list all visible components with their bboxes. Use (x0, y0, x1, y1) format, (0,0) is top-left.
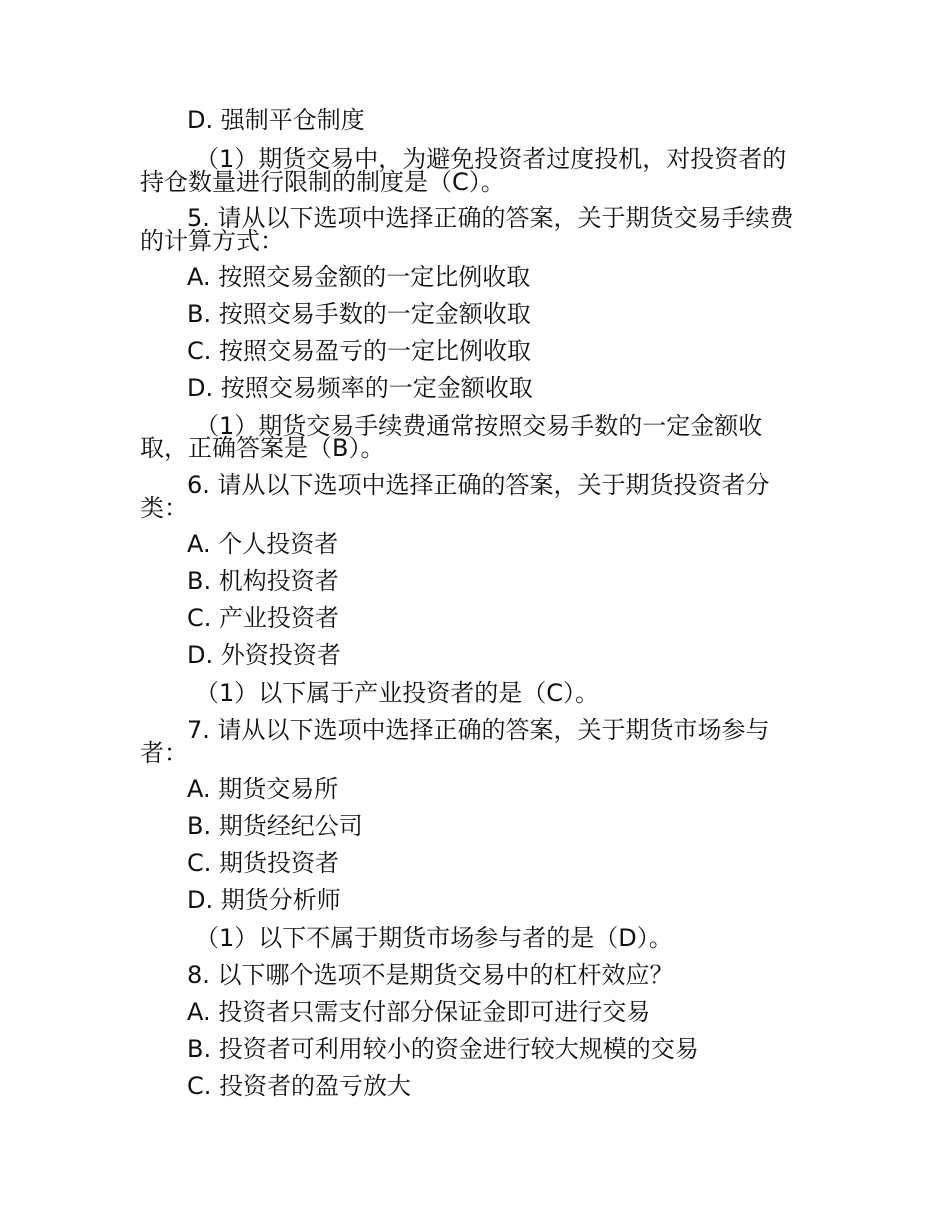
q5-question: 5. 请从以下选项中选择正确的答案，关于期货交易手续费 (187, 204, 794, 232)
q6-question-cont: 类： (140, 494, 188, 522)
q4-sub1-text-cont: 持仓数量进行限制的制度是（C）。 (140, 168, 505, 196)
q5-option-a: A. 按照交易金额的一定比例收取 (187, 263, 531, 291)
q7-question: 7. 请从以下选项中选择正确的答案，关于期货市场参与 (187, 716, 770, 744)
q5-option-c: C. 按照交易盈亏的一定比例收取 (187, 337, 532, 365)
q8-option-b: B. 投资者可利用较小的资金进行较大规模的交易 (187, 1035, 699, 1063)
q7-question-cont: 者： (140, 739, 188, 767)
q6-option-c: C. 产业投资者 (187, 604, 340, 632)
q6-sub1-text: （1）以下属于产业投资者的是（C）。 (195, 679, 600, 707)
q5-option-d: D. 按照交易频率的一定金额收取 (187, 374, 533, 402)
q6-option-b: B. 机构投资者 (187, 567, 339, 595)
q6-option-a: A. 个人投资者 (187, 530, 339, 558)
q5-sub1-text: （1）期货交易手续费通常按照交易手数的一定金额收 (195, 412, 763, 440)
q4-sub1-text: （1）期货交易中，为避免投资者过度投机，对投资者的 (195, 145, 787, 173)
q8-option-c: C. 投资者的盈亏放大 (187, 1072, 412, 1100)
q5-sub1-text-cont: 取，正确答案是（B）。 (140, 434, 385, 462)
q4-option-d: D. 强制平仓制度 (187, 106, 365, 134)
q5-option-b: B. 按照交易手数的一定金额收取 (187, 300, 531, 328)
q7-option-d: D. 期货分析师 (187, 886, 341, 914)
q7-option-c: C. 期货投资者 (187, 849, 340, 877)
q8-question: 8. 以下哪个选项不是期货交易中的杠杆效应？ (187, 961, 674, 989)
q7-sub1-text: （1）以下不属于期货市场参与者的是（D）。 (195, 924, 673, 952)
q8-option-a: A. 投资者只需支付部分保证金即可进行交易 (187, 998, 651, 1026)
q7-option-a: A. 期货交易所 (187, 775, 339, 803)
q6-option-d: D. 外资投资者 (187, 641, 341, 669)
q7-option-b: B. 期货经纪公司 (187, 812, 363, 840)
q5-question-cont: 的计算方式： (140, 227, 284, 255)
q6-question: 6. 请从以下选项中选择正确的答案，关于期货投资者分 (187, 471, 770, 499)
